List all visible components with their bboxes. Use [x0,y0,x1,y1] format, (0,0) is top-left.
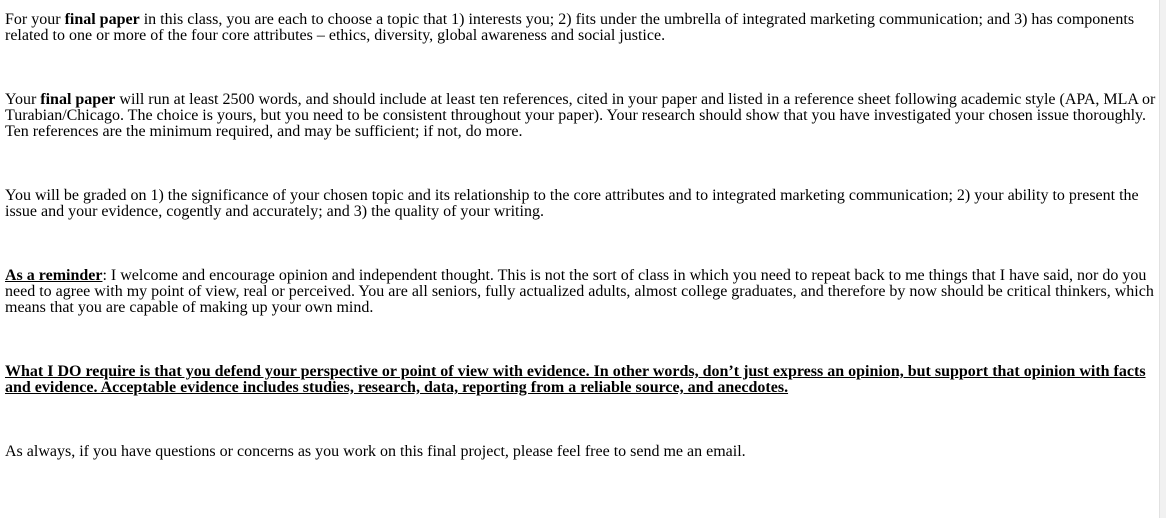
paragraph-closing [5,444,1157,460]
assignment-document [5,12,1157,460]
paragraph-reminder [5,268,1157,316]
topic-text-body: in this class, you are each to choose a topic that 1) interests you; 2) fits under the umbrella of integrated marketing communication; and 3) has components related to one or more of the four core attributes – ethics, diversity, global awareness and social justice. [5,11,1135,44]
paragraph-evidence [5,364,1157,396]
vertical-scrollbar[interactable] [1159,0,1166,518]
paragraph-topic [5,12,1157,44]
evidence-requirement-text: What I DO require is that you defend your perspective or point of view with evidence. In other words, don’t just express an opinion, but support that opinion with facts and evidence. Acceptable evidence includes studies, research, data, reporting from a reliable source, and anecdotes. [5,363,1146,396]
closing-text: As always, if you have questions or concerns as you work on this final project, please feel free to send me an email. [5,443,746,460]
paragraph-grading [5,188,1157,220]
paragraph-requirements [5,92,1157,140]
requirements-text-lead: Your [5,91,41,108]
final-paper-emphasis: final paper [40,91,116,108]
reminder-heading: As a reminder [5,267,103,284]
reminder-text: : I welcome and encourage opinion and independent thought. This is not the sort of class in which you need to repeat back to me things that I have said, nor do you need to agree with my point of view, real or perceived. You are all seniors, fully actualized adults, almost college graduates, and therefore by now should be critical thinkers, which means that you are capable of making up your own mind. [5,267,1154,316]
requirements-text-body: will run at least 2500 words, and should include at least ten references, cited in your paper and listed in a reference sheet following academic style (APA, MLA or Turabian/Chicago. The choice is yours, but you need to be consistent throughout your paper). Your research should show that you have investigated your chosen issue thoroughly. Ten references are the minimum required, and may be sufficient; if not, do more. [5,91,1156,140]
grading-text: You will be graded on 1) the significance of your chosen topic and its relationship to the core attributes and to integrated marketing communication; 2) your ability to present the issue and your evidence, cogently and accurately; and 3) the quality of your writing. [5,187,1139,220]
topic-text-lead: For your [5,11,65,28]
final-paper-emphasis: final paper [64,11,140,28]
